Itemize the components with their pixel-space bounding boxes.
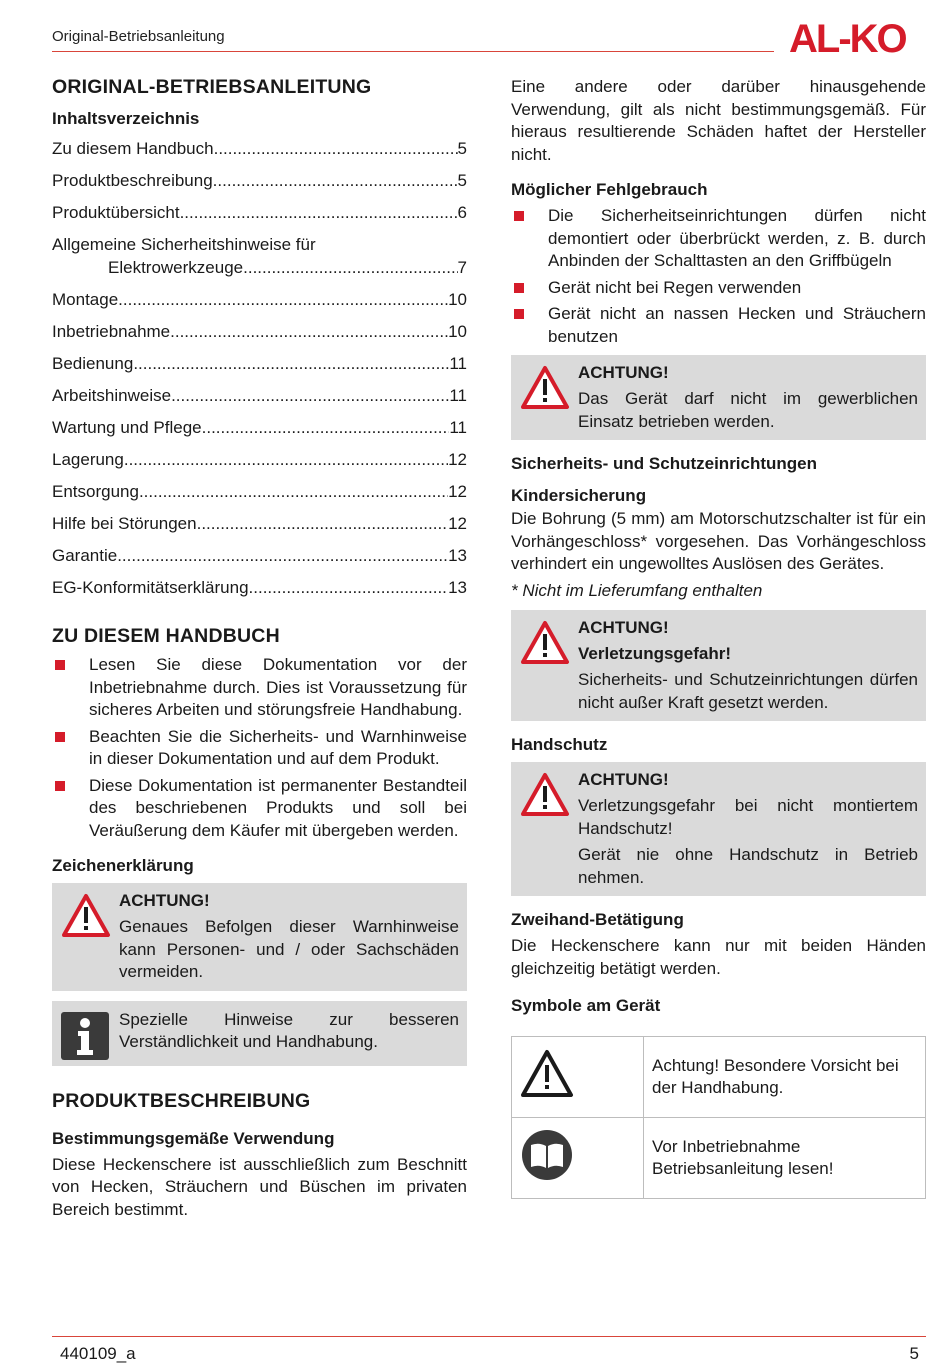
- running-header: Original-Betriebsanleitung: [52, 28, 225, 45]
- notice-body: Das Gerät darf nicht im gewerblichen Einsatz betrieben werden.: [578, 389, 918, 431]
- warning-notice: [511, 355, 926, 440]
- handschutz-heading: Handschutz: [511, 735, 608, 754]
- info-icon: [61, 1012, 109, 1060]
- table-row: [512, 1118, 926, 1199]
- notice-title: ACHTUNG!: [578, 618, 669, 637]
- footer-rule: [52, 1336, 926, 1337]
- read-manual-icon: [520, 1128, 574, 1182]
- notice-body: Genaues Befolgen dieser Warnhinweise kann Personen- und / oder Sachschäden vermeiden.: [119, 917, 459, 981]
- zweihand-text: Die Heckenschere kann nur mit beiden Händen gleichzeitig betätigt werden.: [511, 936, 926, 978]
- toc-item[interactable]: Produktbeschreibung ..... 5: [52, 170, 467, 193]
- list-item: Die Sicherheitseinrichtungen dürfen nicht demontiert oder überbrückt werden, z. B. durch Anbinden der Schalttasten an den Griffbügeln: [511, 205, 926, 273]
- kindersicherung-text: Die Bohrung (5 mm) am Motorschutzschalter ist für ein Vorhängeschloss* vorgesehen. Das Vorhängeschloss verhindert ein ungewolltes Auslösen des Gerätes.: [511, 509, 926, 573]
- left-column: [52, 76, 467, 1221]
- toc-item[interactable]: Montage ..... 10: [52, 289, 467, 312]
- notice-title: ACHTUNG!: [578, 363, 669, 382]
- list-item: Gerät nicht bei Regen verwenden: [511, 277, 926, 300]
- section-title-handbuch: ZU DIESEM HANDBUCH: [52, 625, 280, 647]
- toc-item[interactable]: Arbeitshinweise ..... 11: [52, 385, 467, 408]
- page-number: 5: [909, 1344, 919, 1363]
- symbol-description: Achtung! Besondere Vorsicht bei der Handhabung.: [644, 1037, 926, 1118]
- toc-heading: Inhaltsverzeichnis: [52, 109, 200, 128]
- toc-item[interactable]: Entsorgung ..... 12: [52, 481, 467, 504]
- toc-item[interactable]: EG-Konformitätserklärung ..... 13: [52, 577, 467, 600]
- handbuch-bullet-list: [52, 654, 467, 842]
- zweihand-heading: Zweihand-Betätigung: [511, 910, 684, 929]
- notice-body: Gerät nie ohne Handschutz in Betrieb nehmen.: [578, 845, 918, 887]
- warning-triangle-icon: [520, 365, 570, 411]
- warning-triangle-icon: [520, 620, 570, 666]
- svg-text:AL-KO: AL-KO: [789, 18, 906, 58]
- warning-notice: [511, 762, 926, 896]
- list-item: Diese Dokumentation ist permanenter Bestandteil des beschriebenen Produkts und soll bei Veräußerung dem Käufer mit übergeben werden.: [52, 775, 467, 843]
- notice-body: Spezielle Hinweise zur besseren Verständlichkeit und Handhabung.: [119, 1009, 459, 1051]
- toc-item[interactable]: Inbetriebnahme ..... 10: [52, 321, 467, 344]
- table-of-contents: [52, 138, 467, 599]
- bullet-square-icon: [514, 283, 524, 293]
- symbol-cell: [512, 1037, 644, 1118]
- warning-triangle-icon: [520, 1049, 574, 1099]
- notice-body: Verletzungsgefahr bei nicht montiertem Handschutz!: [578, 796, 918, 838]
- warning-notice: [511, 610, 926, 721]
- toc-item[interactable]: Wartung und Pflege ..... 11: [52, 417, 467, 440]
- symbol-description: Vor Inbetriebnahme Betriebsanleitung lesen!: [644, 1118, 926, 1199]
- kindersicherung-heading: Kindersicherung: [511, 486, 647, 505]
- sicherheit-heading: Sicherheits- und Schutzeinrichtungen: [511, 454, 818, 473]
- bullet-square-icon: [55, 781, 65, 791]
- notice-title: ACHTUNG!: [578, 770, 669, 789]
- toc-item[interactable]: Garantie ..... 13: [52, 545, 467, 568]
- bestimmung-heading: Bestimmungsgemäße Verwendung: [52, 1128, 335, 1148]
- info-notice: [52, 1001, 467, 1066]
- zeichen-heading: Zeichenerklärung: [52, 856, 194, 875]
- header-rule: [52, 51, 774, 52]
- bullet-square-icon: [514, 211, 524, 221]
- right-column: [511, 76, 926, 1199]
- symbols-table: [511, 1036, 926, 1199]
- intro-text: Eine andere oder darüber hinausgehende Verwendung, gilt als nicht bestimmungsgemäß. Für hieraus resultierende Schäden haftet der Hersteller nicht.: [511, 77, 926, 164]
- warning-notice: [52, 883, 467, 991]
- alko-logo: [789, 18, 929, 58]
- warning-triangle-icon: [61, 893, 111, 939]
- toc-item[interactable]: Hilfe bei Störungen ..... 12: [52, 513, 467, 536]
- toc-item[interactable]: Zu diesem Handbuch ..... 5: [52, 138, 467, 161]
- warning-triangle-icon: [520, 772, 570, 818]
- bullet-square-icon: [55, 732, 65, 742]
- symbole-heading: Symbole am Gerät: [511, 996, 661, 1015]
- fehlgebrauch-bullet-list: [511, 205, 926, 348]
- toc-item[interactable]: Allgemeine Sicherheitshinweise für Elektrowerkzeuge ..... 7: [52, 234, 467, 279]
- footnote-text: * Nicht im Lieferumfang enthalten: [511, 580, 763, 600]
- document-code: 440109_a: [60, 1344, 136, 1363]
- bestimmung-text: Diese Heckenschere ist ausschließlich zum Beschnitt von Hecken, Sträuchern und Büschen im privaten Bereich bestimmt.: [52, 1154, 467, 1219]
- notice-title: ACHTUNG!: [119, 891, 210, 910]
- toc-item[interactable]: Lagerung ..... 12: [52, 449, 467, 472]
- list-item: Lesen Sie diese Dokumentation vor der Inbetriebnahme durch. Dies ist Voraussetzung für sicheres Arbeiten und störungsfreie Handhabung.: [52, 654, 467, 722]
- section-title-produkt: PRODUKTBESCHREIBUNG: [52, 1089, 311, 1112]
- list-item: Beachten Sie die Sicherheits- und Warnhinweise in dieser Dokumentation und auf dem Produkt.: [52, 726, 467, 771]
- toc-item[interactable]: Produktübersicht ..... 6: [52, 202, 467, 225]
- toc-item[interactable]: Bedienung ..... 11: [52, 353, 467, 376]
- bullet-square-icon: [55, 660, 65, 670]
- section-title-original: ORIGINAL-BETRIEBSANLEITUNG: [52, 76, 372, 98]
- notice-body: Sicherheits- und Schutzeinrichtungen dürfen nicht außer Kraft gesetzt werden.: [578, 670, 918, 712]
- notice-subtitle: Verletzungsgefahr!: [578, 644, 732, 663]
- fehlgebrauch-heading: Möglicher Fehlgebrauch: [511, 180, 708, 199]
- symbol-cell: [512, 1118, 644, 1199]
- table-row: [512, 1037, 926, 1118]
- list-item: Gerät nicht an nassen Hecken und Sträuchern benutzen: [511, 303, 926, 348]
- bullet-square-icon: [514, 309, 524, 319]
